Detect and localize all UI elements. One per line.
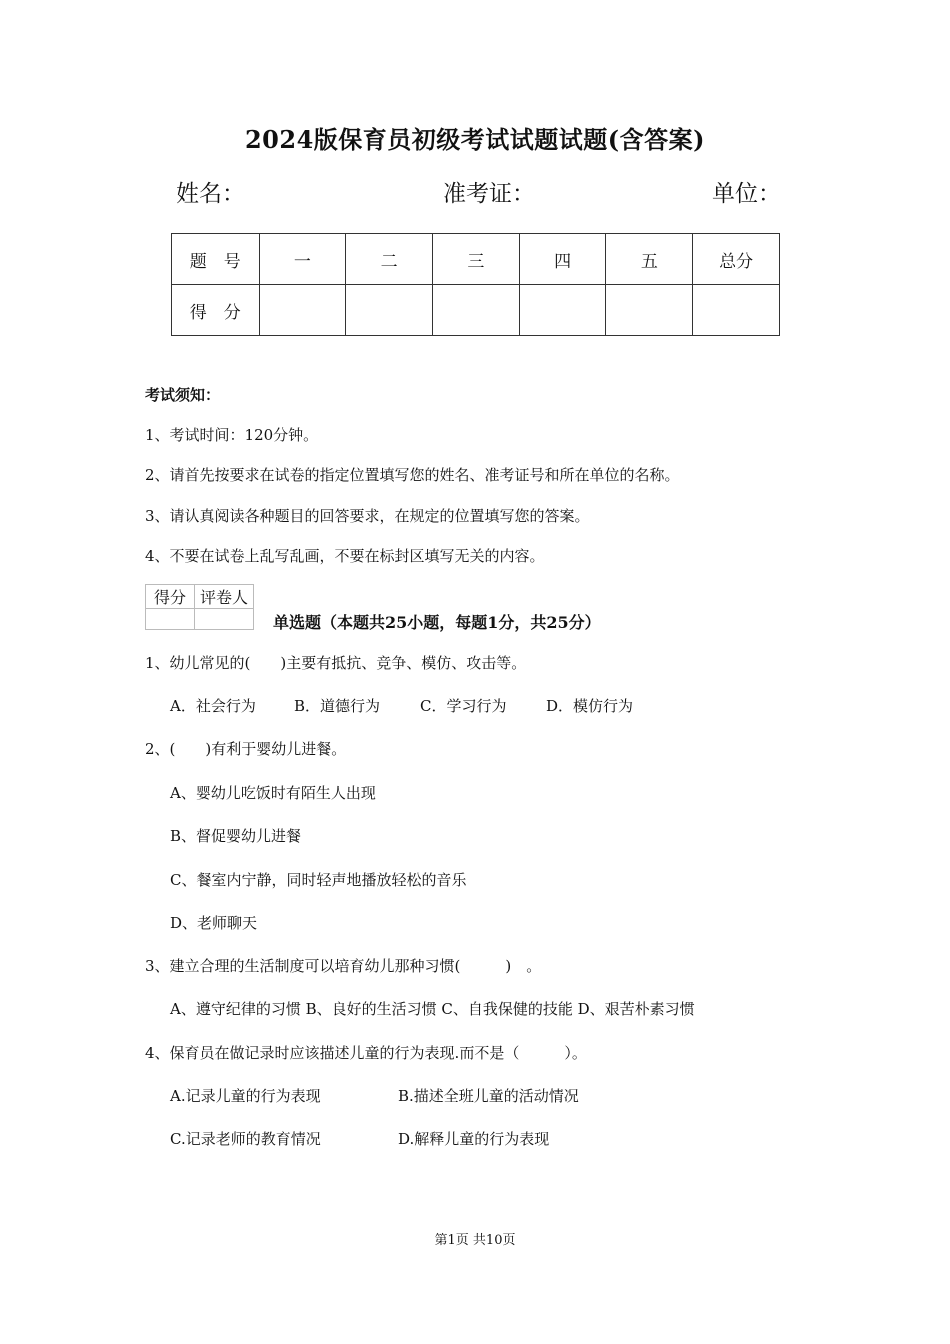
score-header-cell: 五 [606, 234, 693, 285]
page-footer: 第1页 共10页 [434, 1233, 516, 1248]
section-title: 单选题（本题共25小题，每题1分，共25分） [273, 613, 601, 632]
score-cell [346, 285, 433, 336]
grader-reviewer-cell [195, 609, 254, 630]
unit-field-label: 单位： [712, 181, 781, 207]
score-cell [519, 285, 606, 336]
question-option: D．模仿行为 [546, 697, 634, 715]
question-option: C、餐室内宁静，同时轻声地播放轻松的音乐 [170, 871, 467, 889]
score-header-cell: 二 [346, 234, 433, 285]
notice-title: 考试须知： [145, 386, 221, 404]
score-cell [606, 285, 693, 336]
question-option: A．社会行为 [170, 697, 256, 715]
notice-item: 2、请首先按要求在试卷的指定位置填写您的姓名、准考证号和所在单位的名称。 [145, 466, 680, 484]
exam-id-field-label: 准考证： [443, 181, 535, 207]
grader-box [145, 584, 254, 630]
page-title: 2024版保育员初级考试试题试题(含答案) [244, 125, 705, 154]
notice-item: 4、不要在试卷上乱写乱画，不要在标封区填写无关的内容。 [145, 547, 545, 565]
question-option: B、督促婴幼儿进餐 [170, 827, 302, 845]
question-option: A、婴幼儿吃饭时有陌生人出现 [170, 784, 376, 802]
score-table-score-row [172, 285, 780, 336]
name-field-label: 姓名： [176, 181, 245, 207]
question-option: A.记录儿童的行为表现 [170, 1087, 321, 1105]
notice-item: 1、考试时间：120分钟。 [145, 426, 319, 444]
grader-score-cell [146, 609, 195, 630]
notice-item: 3、请认真阅读各种题目的回答要求，在规定的位置填写您的答案。 [145, 507, 590, 525]
question-option: C．学习行为 [420, 697, 507, 715]
grader-reviewer-label: 评卷人 [195, 585, 254, 609]
question-option: C.记录老师的教育情况 [170, 1130, 321, 1148]
score-cell [693, 285, 780, 336]
score-row-label: 得 分 [172, 285, 260, 336]
question-option: D、老师聊天 [170, 914, 258, 932]
grader-score-label: 得分 [146, 585, 195, 609]
question-stem: 1、幼儿常见的( )主要有抵抗、竞争、模仿、攻击等。 [145, 654, 527, 672]
score-table [171, 233, 780, 336]
score-header-cell: 总分 [693, 234, 780, 285]
score-cell [259, 285, 346, 336]
score-header-cell: 三 [433, 234, 520, 285]
score-table-header-row [172, 234, 780, 285]
score-cell [433, 285, 520, 336]
question-stem: 2、( )有利于婴幼儿进餐。 [145, 740, 347, 758]
question-option: B．道德行为 [294, 697, 381, 715]
question-option: A、遵守纪律的习惯 B、良好的生活习惯 C、自我保健的技能 D、艰苦朴素习惯 [170, 1000, 695, 1018]
score-header-cell: 四 [519, 234, 606, 285]
score-header-cell: 题 号 [172, 234, 260, 285]
question-stem: 4、保育员在做记录时应该描述儿童的行为表现.而不是（ ）。 [145, 1044, 587, 1062]
question-option: D.解释儿童的行为表现 [398, 1130, 550, 1148]
score-header-cell: 一 [259, 234, 346, 285]
question-stem: 3、建立合理的生活制度可以培育幼儿那种习惯( ) 。 [145, 957, 542, 975]
question-option: B.描述全班儿童的活动情况 [398, 1087, 579, 1105]
